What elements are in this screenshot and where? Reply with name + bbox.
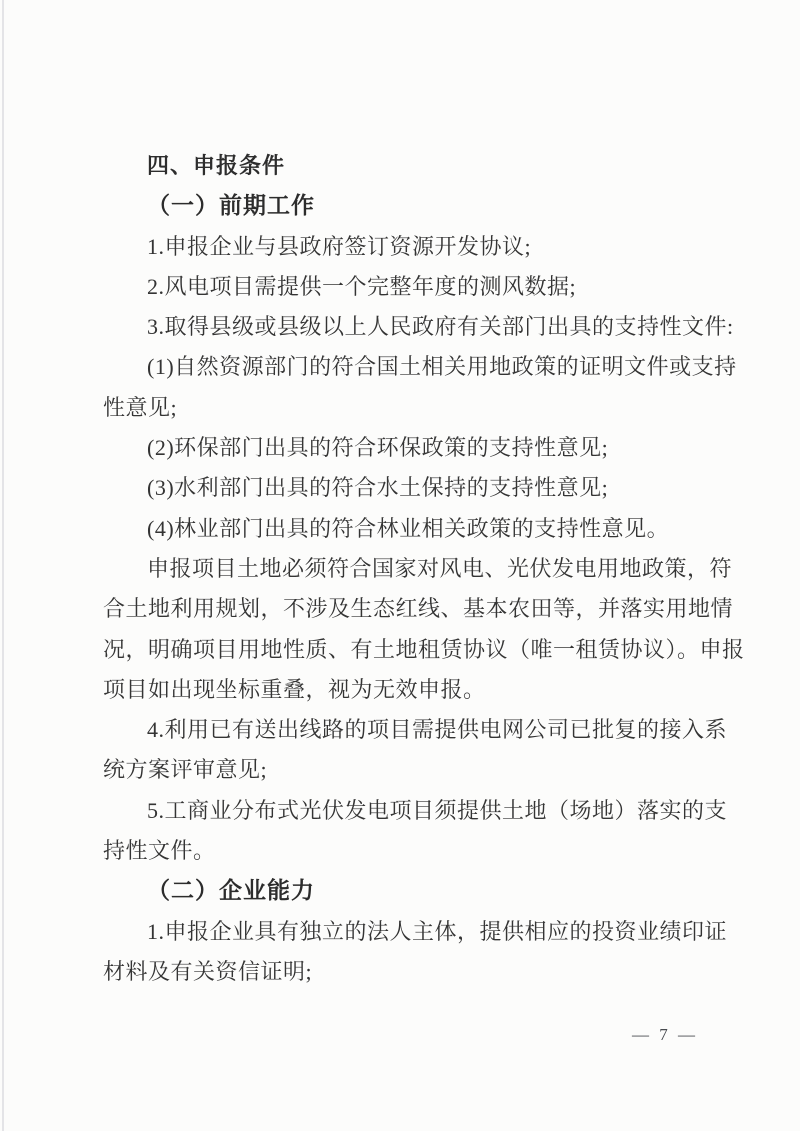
- heading-1: [103, 146, 719, 186]
- text-line: 5.工商业分布式光伏发电项目须提供土地（场地）落实的支: [147, 797, 728, 823]
- heading-2-qiye-nengli: [103, 871, 719, 911]
- text-line: 1.申报企业具有独立的法人主体，提供相应的投资业绩印证: [147, 918, 728, 944]
- heading-1-text: 四、申报条件: [147, 153, 286, 178]
- document-body: [103, 146, 745, 992]
- heading-2-text: （一）前期工作: [147, 193, 315, 219]
- paragraph-item-5: [103, 791, 728, 872]
- text-line: 项目如出现坐标重叠，视为无效申报。: [103, 676, 486, 702]
- paragraph-capability-1: [103, 912, 728, 993]
- text-line: 统方案评审意见;: [103, 757, 268, 783]
- paragraph-land-policy: [103, 549, 745, 710]
- text-line: 申报项目土地必须符合国家对风电、光伏发电用地政策，符: [147, 555, 733, 581]
- text-line: 性意见;: [103, 394, 178, 420]
- text-line: (1)自然资源部门的符合国土相关用地政策的证明文件或支持: [147, 354, 737, 380]
- text-line: 3.取得县级或县级以上人民政府有关部门出具的支持性文件:: [147, 314, 734, 340]
- text-line: (4)林业部门出具的符合林业相关政策的支持性意见。: [147, 515, 670, 541]
- text-line: 况，明确项目用地性质、有土地租赁协议（唯一租赁协议）。申报: [103, 636, 745, 662]
- text-line: 材料及有关资信证明;: [103, 958, 313, 984]
- paragraph-subitem-1: [103, 347, 737, 428]
- paragraph-subitem-4: [103, 509, 719, 549]
- heading-2-text: （二）企业能力: [147, 878, 315, 904]
- text-line: (3)水利部门出具的符合水土保持的支持性意见;: [147, 475, 609, 501]
- text-line: 持性文件。: [103, 838, 216, 864]
- text-line: 4.利用已有送出线路的项目需提供电网公司已批复的接入系: [147, 717, 728, 743]
- scan-edge-line: [2, 0, 4, 1131]
- paragraph-item-3: [103, 307, 734, 347]
- text-line: 合土地利用规划，不涉及生态红线、基本农田等，并落实用地情: [103, 596, 734, 622]
- heading-2-qianqi-gongzuo: [103, 186, 719, 226]
- text-line: (2)环保部门出具的符合环保政策的支持性意见;: [147, 435, 609, 461]
- paragraph-item-2: [103, 267, 719, 307]
- page-number: — 7 —: [632, 1025, 698, 1044]
- text-line: 1.申报企业与县政府签订资源开发协议;: [147, 233, 532, 259]
- paragraph-item-4: [103, 710, 728, 791]
- text-line: 2.风电项目需提供一个完整年度的测风数据;: [147, 273, 577, 299]
- paragraph-item-1: [103, 227, 719, 267]
- paragraph-subitem-2: [103, 428, 719, 468]
- paragraph-subitem-3: [103, 468, 719, 508]
